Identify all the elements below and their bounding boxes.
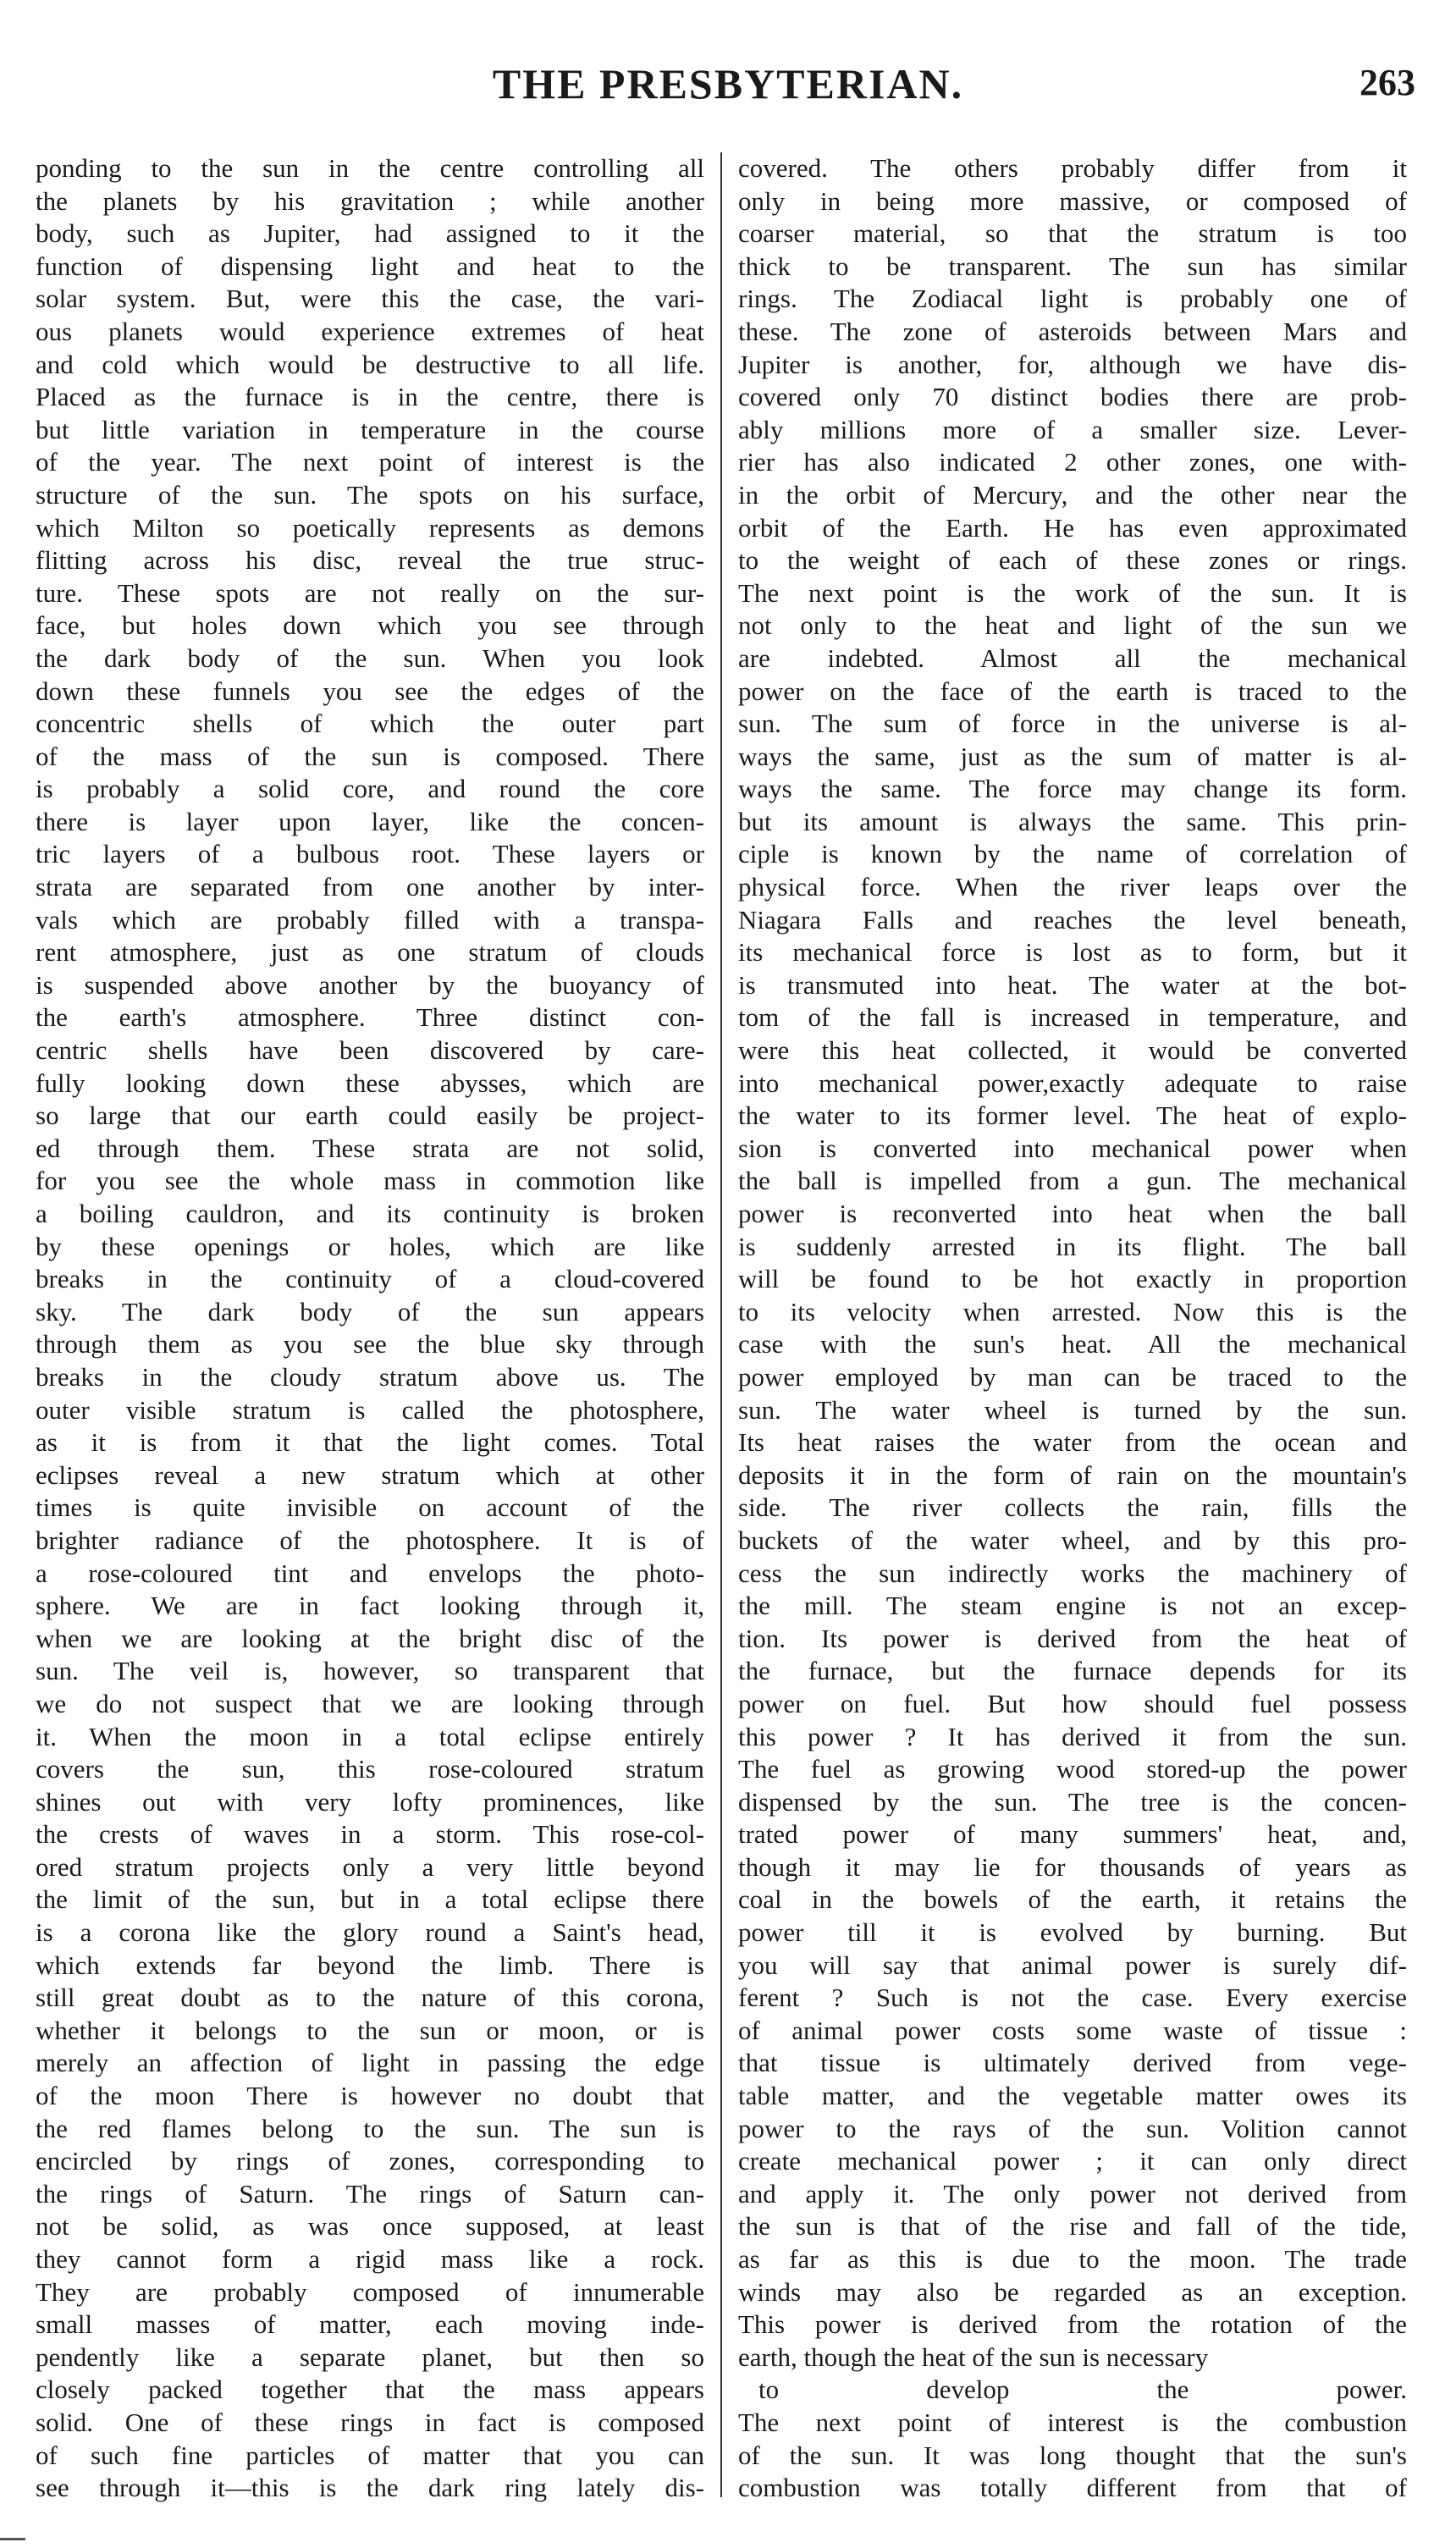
text-line: the ball is impelled from a gun. The mechanical [738, 1166, 1407, 1196]
text-line: rent atmosphere, just as one stratum of clouds [36, 937, 704, 968]
text-line: not be solid, as was once supposed, at least [36, 2211, 704, 2242]
text-line: still great doubt as to the nature of this corona, [36, 1983, 704, 2013]
text-line: physical force. When the river leaps over the [738, 872, 1407, 902]
text-line: rings. The Zodiacal light is probably one of [738, 284, 1407, 314]
text-line: and apply it. The only power not derived from [738, 2178, 1407, 2209]
text-line: the crests of waves in a storm. This rose-col- [36, 1819, 704, 1850]
text-line: are indebted. Almost all the mechanical [738, 643, 1407, 673]
text-line: of animal power costs some waste of tissue : [738, 2015, 1407, 2045]
text-line: the mill. The steam engine is not an excep- [738, 1591, 1407, 1621]
text-line: into mechanical power,exactly adequate to raise [738, 1067, 1407, 1098]
text-line: they cannot form a rigid mass like a rock. [36, 2244, 704, 2274]
text-line: is suspended above another by the buoyancy of [36, 969, 704, 1000]
text-line: sun. The veil is, however, so transparent that [36, 1656, 704, 1686]
text-line: closely packed together that the mass appears [36, 2374, 704, 2405]
text-line: the water to its former level. The heat of explo- [738, 1100, 1407, 1131]
text-line: pendently like a separate planet, but then so [36, 2341, 704, 2372]
text-line: thick to be transparent. The sun has similar [738, 251, 1407, 281]
text-line: solid. One of these rings in fact is composed [36, 2407, 704, 2437]
text-line: sion is converted into mechanical power when [738, 1133, 1407, 1163]
text-line: by these openings or holes, which are like [36, 1231, 704, 1261]
text-line: to develop the power. [758, 2374, 1407, 2405]
text-line: it. When the moon in a total eclipse entirely [36, 1721, 704, 1751]
text-line: in the orbit of Mercury, and the other near the [738, 479, 1407, 510]
text-line: centric shells have been discovered by care- [36, 1035, 704, 1066]
text-line: the furnace, but the furnace depends for its [738, 1656, 1407, 1686]
text-line: earth, though the heat of the sun is necessary [738, 2341, 1209, 2372]
text-line: which Milton so poetically represents as demons [36, 512, 704, 543]
bottom-rule-mark [0, 2538, 25, 2540]
text-line: will be found to be hot exactly in proportion [738, 1264, 1407, 1294]
text-line: This power is derived from the rotation of the [738, 2309, 1407, 2340]
text-column-right [738, 152, 1407, 2523]
text-line: power employed by man can be traced to the [738, 1361, 1407, 1392]
text-line: ture. These spots are not really on the sur- [36, 577, 704, 608]
text-line: is suddenly arrested in its flight. The ball [738, 1231, 1407, 1261]
text-line: a rose-coloured tint and envelops the photo- [36, 1558, 704, 1588]
text-line: the earth's atmosphere. Three distinct con- [36, 1002, 704, 1033]
text-line: Niagara Falls and reaches the level beneath, [738, 904, 1407, 935]
text-line: table matter, and the vegetable matter owes its [738, 2081, 1407, 2111]
text-line: sky. The dark body of the sun appears [36, 1296, 704, 1326]
text-line: a boiling cauldron, and its continuity is broken [36, 1199, 704, 1228]
text-line: shines out with very lofty prominences, like [36, 1786, 704, 1817]
text-line: the sun is that of the rise and fall of the tide, [738, 2211, 1407, 2242]
text-line: the rings of Saturn. The rings of Saturn can- [36, 2178, 704, 2209]
text-line: power on the face of the earth is traced to the [738, 676, 1407, 706]
text-line: coal in the bowels of the earth, it retains the [738, 1884, 1407, 1915]
text-line: ous planets would experience extremes of heat [36, 316, 704, 346]
text-line: side. The river collects the rain, fills the [738, 1492, 1407, 1523]
text-line: only in being more massive, or composed of [738, 185, 1407, 216]
page-number: 263 [1359, 62, 1415, 103]
text-line: dispensed by the sun. The tree is the concen- [738, 1786, 1407, 1817]
text-line: fully looking down these abysses, which are [36, 1067, 704, 1098]
text-line: flitting across his disc, reveal the true struc- [36, 545, 704, 576]
text-line: we do not suspect that we are looking through [36, 1688, 704, 1718]
text-line: buckets of the water wheel, and by this pro- [738, 1525, 1407, 1555]
text-line: deposits it in the form of rain on the mountain's [738, 1459, 1407, 1490]
text-line: as far as this is due to the moon. The trade [738, 2244, 1407, 2274]
text-line: ably millions more of a smaller size. Lever- [738, 414, 1407, 444]
text-line: Placed as the furnace is in the centre, there is [36, 382, 704, 412]
text-line: covered. The others probably differ from it [738, 153, 1407, 183]
text-line: tom of the fall is increased in temperature, and [738, 1002, 1407, 1033]
text-line: vals which are probably filled with a transpa- [36, 904, 704, 935]
text-line: the planets by his gravitation ; while another [36, 185, 704, 216]
text-line: case with the sun's heat. All the mechanical [738, 1329, 1407, 1359]
text-line: to the weight of each of these zones or rings. [738, 545, 1407, 576]
text-line: down these funnels you see the edges of the [36, 676, 704, 706]
text-line: breaks in the continuity of a cloud-covered [36, 1264, 704, 1294]
text-line: see through it—this is the dark ring lately dis- [36, 2473, 704, 2503]
text-line: times is quite invisible on account of the [36, 1492, 704, 1523]
text-line: function of dispensing light and heat to the [36, 251, 704, 281]
text-line: outer visible stratum is called the photosphere, [36, 1394, 704, 1425]
text-line: solar system. But, were this the case, the vari- [36, 284, 704, 314]
text-line: tric layers of a bulbous root. These layers or [36, 839, 704, 869]
text-line: were this heat collected, it would be converted [738, 1035, 1407, 1066]
text-line: through them as you see the blue sky through [36, 1329, 704, 1359]
text-line: ed through them. These strata are not solid, [36, 1133, 704, 1163]
text-line: brighter radiance of the photosphere. It is of [36, 1525, 704, 1555]
text-line: sphere. We are in fact looking through it, [36, 1591, 704, 1621]
text-line: but its amount is always the same. This prin- [738, 806, 1407, 836]
text-line: structure of the sun. The spots on his surface, [36, 479, 704, 510]
text-line: body, such as Jupiter, had assigned to it the [36, 218, 704, 249]
text-line: small masses of matter, each moving inde- [36, 2309, 704, 2340]
text-line: this power ? It has derived it from the sun. [738, 1721, 1407, 1751]
text-line: coarser material, so that the stratum is too [738, 218, 1407, 249]
text-line: there is layer upon layer, like the concen- [36, 806, 704, 836]
text-line: They are probably composed of innumerable [36, 2276, 704, 2307]
text-line: the dark body of the sun. When you look [36, 643, 704, 673]
text-line: The next point of interest is the combustion [738, 2407, 1407, 2437]
text-line: not only to the heat and light of the sun we [738, 610, 1407, 641]
text-line: is probably a solid core, and round the core [36, 774, 704, 804]
running-head [34, 59, 1422, 119]
text-line: ciple is known by the name of correlation of [738, 839, 1407, 869]
text-line: create mechanical power ; it can only direct [738, 2146, 1407, 2176]
text-line: power to the rays of the sun. Volition cannot [738, 2113, 1407, 2143]
text-line: breaks in the cloudy stratum above us. The [36, 1361, 704, 1392]
text-line: covers the sun, this rose-coloured stratum [36, 1754, 704, 1784]
text-line: of the moon There is however no doubt that [36, 2081, 704, 2111]
text-line: of such fine particles of matter that you can [36, 2440, 704, 2470]
text-line: power on fuel. But how should fuel possess [738, 1688, 1407, 1718]
text-line: winds may also be regarded as an exception. [738, 2276, 1407, 2307]
text-line: when we are looking at the bright disc of the [36, 1623, 704, 1653]
text-column-left [36, 152, 704, 2523]
text-line: and cold which would be destructive to all life. [36, 349, 704, 379]
text-line: that tissue is ultimately derived from vege- [738, 2048, 1407, 2078]
text-line: rier has also indicated 2 other zones, one with- [738, 447, 1407, 477]
text-line: but little variation in temperature in the course [36, 414, 704, 444]
text-line: encircled by rings of zones, corresponding to [36, 2146, 704, 2176]
text-line: you will say that animal power is surely dif- [738, 1950, 1407, 1980]
text-line: ferent ? Such is not the case. Every exercise [738, 1983, 1407, 2013]
text-line: ways the same, just as the sum of matter is al- [738, 741, 1407, 771]
text-line: eclipses reveal a new stratum which at other [36, 1459, 704, 1490]
text-line: whether it belongs to the sun or moon, or is [36, 2015, 704, 2045]
text-line: of the year. The next point of interest is the [36, 447, 704, 477]
text-line: though it may lie for thousands of years as [738, 1851, 1407, 1882]
column-divider [720, 152, 722, 2497]
text-line: sun. The water wheel is turned by the sun. [738, 1394, 1407, 1425]
text-line: these. The zone of asteroids between Mars and [738, 316, 1407, 346]
text-line: which extends far beyond the limb. There is [36, 1950, 704, 1980]
text-line: so large that our earth could easily be project- [36, 1100, 704, 1131]
text-line: combustion was totally different from that of [738, 2473, 1407, 2503]
text-line: its mechanical force is lost as to form, but it [738, 937, 1407, 968]
text-line: of the mass of the sun is composed. There [36, 741, 704, 771]
text-line: covered only 70 distinct bodies there are prob- [738, 382, 1407, 412]
text-line: tion. Its power is derived from the heat of [738, 1623, 1407, 1653]
text-line: Jupiter is another, for, although we have dis- [738, 349, 1407, 379]
text-line: ored stratum projects only a very little beyond [36, 1851, 704, 1882]
page-title: THE PRESBYTERIAN. [492, 60, 964, 108]
text-line: merely an affection of light in passing the edge [36, 2048, 704, 2078]
text-line: sun. The sum of force in the universe is al- [738, 709, 1407, 739]
text-line: the limit of the sun, but in a total eclipse there [36, 1884, 704, 1915]
text-line: of the sun. It was long thought that the sun's [738, 2440, 1407, 2470]
text-line: The fuel as growing wood stored-up the power [738, 1754, 1407, 1784]
text-line: orbit of the Earth. He has even approximated [738, 512, 1407, 543]
text-line: face, but holes down which you see through [36, 610, 704, 641]
text-line: is a corona like the glory round a Saint's head, [36, 1917, 704, 1948]
text-line: concentric shells of which the outer part [36, 709, 704, 739]
text-line: power till it is evolved by burning. But [738, 1917, 1407, 1948]
text-line: strata are separated from one another by inter- [36, 872, 704, 902]
text-line: ways the same. The force may change its form. [738, 774, 1407, 804]
text-line: ponding to the sun in the centre controlling all [36, 153, 704, 183]
text-line: to its velocity when arrested. Now this is the [738, 1296, 1407, 1326]
text-line: trated power of many summers' heat, and, [738, 1819, 1407, 1850]
text-line: Its heat raises the water from the ocean and [738, 1427, 1407, 1458]
text-line: as it is from it that the light comes. Total [36, 1427, 704, 1458]
text-line: is transmuted into heat. The water at the bot- [738, 969, 1407, 1000]
text-line: cess the sun indirectly works the machinery of [738, 1558, 1407, 1588]
text-line: for you see the whole mass in commotion like [36, 1166, 704, 1196]
text-line: The next point is the work of the sun. It is [738, 577, 1407, 608]
text-line: the red flames belong to the sun. The sun is [36, 2113, 704, 2143]
text-line: power is reconverted into heat when the ball [738, 1199, 1407, 1228]
